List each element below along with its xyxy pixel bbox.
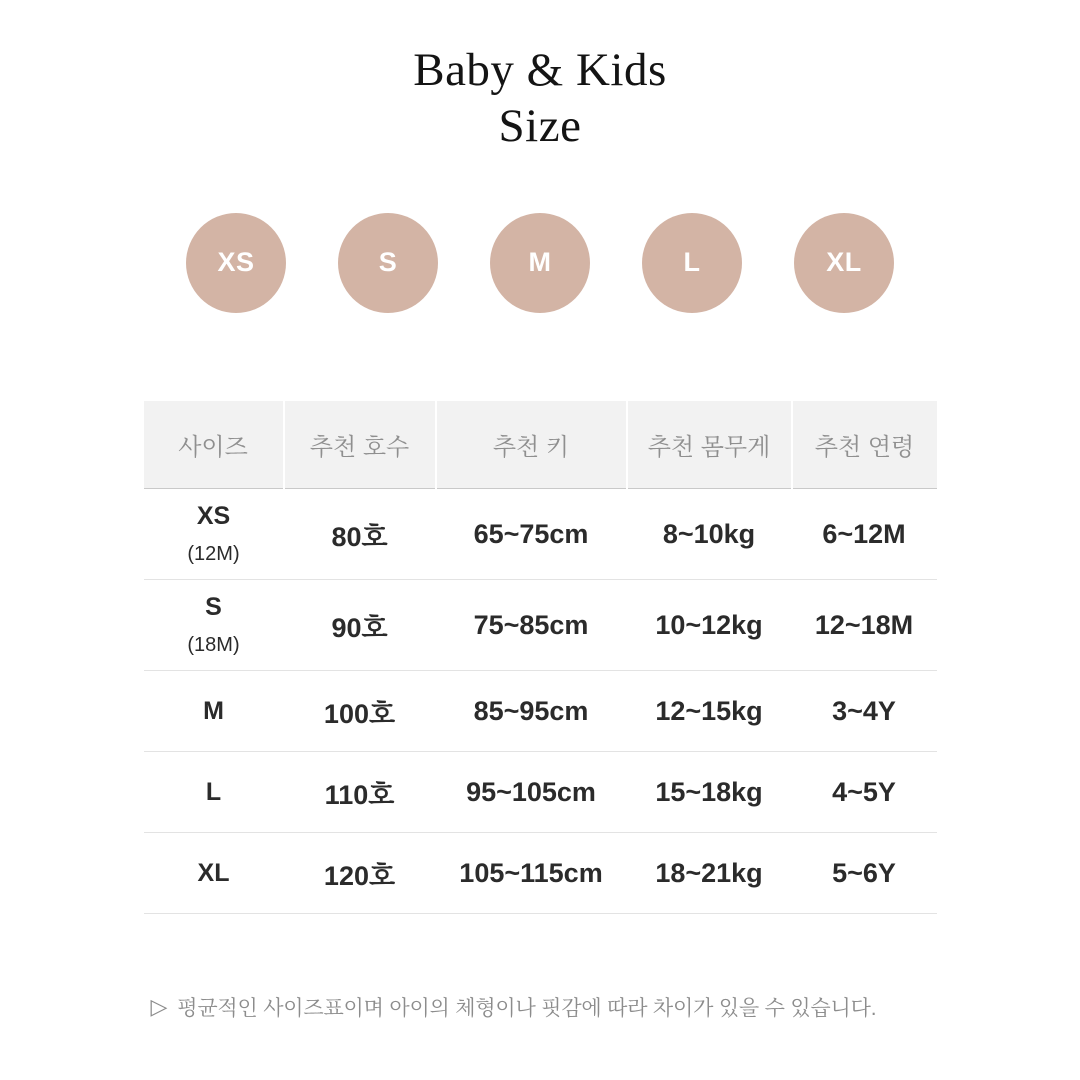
col-header-age: 추천 연령: [792, 401, 937, 489]
footer-note-text: 평균적인 사이즈표이며 아이의 체형이나 핏감에 따라 차이가 있을 수 있습니다.: [177, 997, 877, 1021]
cell-age: 4~5Y: [792, 752, 937, 833]
cell-size: [144, 833, 284, 914]
size-table-header: [144, 401, 937, 489]
size-badge-label: M: [528, 247, 552, 278]
table-row-l: [144, 752, 937, 833]
cell-size: [144, 580, 284, 671]
size-sublabel: (18M): [187, 634, 240, 657]
cell-height: 95~105cm: [436, 752, 627, 833]
page-title-line2: Size: [498, 100, 582, 153]
cell-height: 105~115cm: [436, 833, 627, 914]
size-label: L: [205, 777, 222, 806]
size-badge-label: XL: [826, 247, 862, 278]
cell-size: [144, 752, 284, 833]
size-label: XS: [196, 502, 231, 531]
cell-size: [144, 671, 284, 752]
size-badge-xl: [794, 213, 894, 313]
size-sublabel: (12M): [187, 543, 240, 566]
cell-weight: 18~21kg: [627, 833, 792, 914]
cell-hosu: 120호: [284, 833, 436, 914]
col-header-hosu: 추천 호수: [284, 401, 436, 489]
table-row-s: [144, 580, 937, 671]
size-badge-s: [338, 213, 438, 313]
cell-height: 85~95cm: [436, 671, 627, 752]
size-table: [144, 401, 937, 915]
cell-hosu: 90호: [284, 580, 436, 671]
col-header-weight: 추천 몸무게: [627, 401, 792, 489]
cell-size: [144, 489, 284, 580]
cell-hosu: 110호: [284, 752, 436, 833]
table-row-m: [144, 671, 937, 752]
cell-hosu: 80호: [284, 489, 436, 580]
cell-weight: 15~18kg: [627, 752, 792, 833]
cell-hosu: 100호: [284, 671, 436, 752]
triangle-icon: ▷: [150, 994, 168, 1020]
table-row-xl: [144, 833, 937, 914]
size-label: M: [203, 696, 224, 725]
footer-note: [144, 992, 937, 1022]
col-header-size: 사이즈: [144, 401, 284, 489]
size-label: XL: [197, 858, 230, 887]
cell-age: 6~12M: [792, 489, 937, 580]
cell-weight: 8~10kg: [627, 489, 792, 580]
size-badge-label: S: [378, 247, 398, 278]
page-title-line1: Baby & Kids: [413, 44, 667, 96]
cell-age: 5~6Y: [792, 833, 937, 914]
cell-age: 12~18M: [792, 580, 937, 671]
cell-weight: 10~12kg: [627, 580, 792, 671]
size-label: S: [205, 593, 222, 622]
cell-height: 75~85cm: [436, 580, 627, 671]
table-row-xs: [144, 489, 937, 580]
size-badge-m: [490, 213, 590, 313]
cell-weight: 12~15kg: [627, 671, 792, 752]
cell-height: 65~75cm: [436, 489, 627, 580]
size-badge-l: [642, 213, 742, 313]
size-badge-label: XS: [217, 247, 255, 278]
size-badge-xs: [186, 213, 286, 313]
page-title: [0, 0, 1080, 155]
size-badges: [0, 213, 1080, 313]
size-badge-label: L: [683, 247, 701, 278]
col-header-height: 추천 키: [436, 401, 627, 489]
cell-age: 3~4Y: [792, 671, 937, 752]
